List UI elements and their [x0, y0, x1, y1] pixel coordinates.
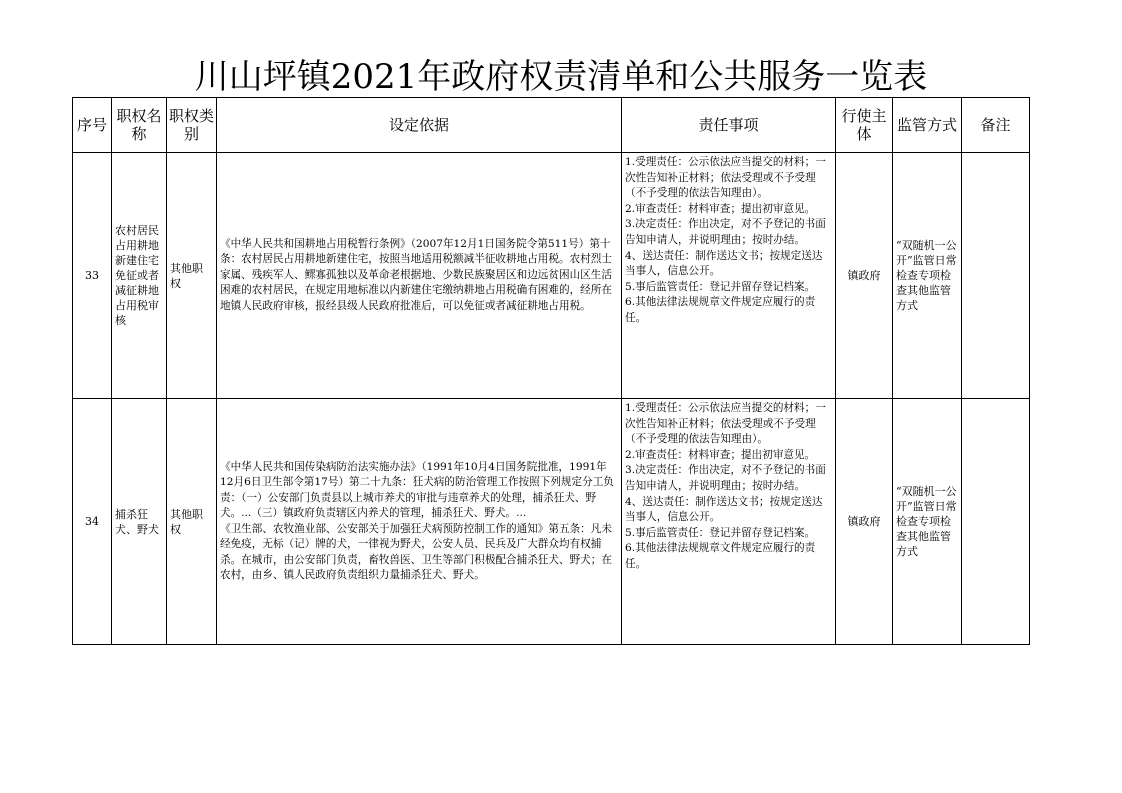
table-row — [73, 399, 1030, 645]
table-header-row — [73, 98, 1030, 153]
row-no: 34 — [73, 399, 112, 645]
row-basis — [217, 399, 622, 645]
duty-item: 5.事后监管责任：登记并留存登记档案。 — [625, 526, 816, 539]
table-row — [73, 153, 1030, 399]
responsibility-table — [72, 97, 1030, 645]
duty-item: 4、送达责任：制作送达文书；按规定送达当事人，信息公开。 — [625, 495, 823, 524]
row-remark — [962, 153, 1030, 399]
header-no: 序号 — [73, 98, 112, 153]
duty-item: 2.审查责任：材料审查；提出初审意见。 — [625, 202, 816, 215]
row-duty — [622, 153, 836, 399]
duty-item: 3.决定责任：作出决定，对不予登记的书面告知申请人，并说明理由；按时办结。 — [625, 218, 826, 246]
row-basis — [217, 153, 622, 399]
duty-item: 5.事后监管责任：登记并留存登记档案。 — [625, 280, 816, 293]
row-supervision: “双随机一公开”监管日常检查专项检查其他监管方式 — [893, 399, 962, 645]
row-subject: 镇政府 — [836, 399, 893, 645]
row-no: 33 — [73, 153, 112, 399]
header-subject: 行使主体 — [836, 98, 893, 153]
row-duty — [622, 399, 836, 645]
basis-paragraph: 《中华人民共和国耕地占用税暂行条例》（2007年12月1日国务院令第511号）第十条：农村居民占用耕地新建住宅，按照当地适用税额减半征收耕地占用税。农村烈士家属、残疾军人、鳏寡孤独以及革命老根据地、少数民族聚居区和边远贫困山区生活困难的农村居民，在规定用地标准以内新建住宅缴纳耕地占用税确有困难的，经所在地镇人民政府审核，报经县级人民政府批准后，可以免征或者减征耕地占用税。 — [220, 237, 612, 312]
header-remark: 备注 — [962, 98, 1030, 153]
duty-item: 1.受理责任：公示依法应当提交的材料；一次性告知补正材料；依法受理或不予受理（不予受理的依法告知理由）。 — [625, 402, 826, 446]
header-supervision: 监管方式 — [893, 98, 962, 153]
header-type: 职权类别 — [167, 98, 217, 153]
duty-item: 6.其他法律法规规章文件规定应履行的责任。 — [625, 296, 816, 324]
row-type: 其他职权 — [167, 399, 217, 645]
row-name: 捕杀狂犬、野犬 — [112, 399, 167, 645]
duty-item: 6.其他法律法规规章文件规定应履行的责任。 — [625, 542, 816, 570]
row-remark — [962, 399, 1030, 645]
page-title: 川山坪镇2021年政府权责清单和公共服务一览表 — [194, 57, 928, 97]
duty-item: 4、送达责任：制作送达文书；按规定送达当事人，信息公开。 — [625, 249, 823, 278]
duty-item: 1.受理责任：公示依法应当提交的材料；一次性告知补正材料；依法受理或不予受理（不予受理的依法告知理由）。 — [625, 156, 826, 200]
basis-paragraph: 《中华人民共和国传染病防治法实施办法》（1991年10月4日国务院批准，1991年12月6日卫生部令第17号）第二十九条：狂犬病的防治管理工作按照下列规定分工负责：（一）公安部门负责县以上城市养犬的审批与违章养犬的处理，捕杀狂犬、野犬。...（三）镇政府负责辖区内养犬的管理，捕杀狂犬、野犬。... — [220, 460, 614, 519]
duty-item: 3.决定责任：作出决定，对不予登记的书面告知申请人，并说明理由；按时办结。 — [625, 464, 826, 492]
header-duty: 责任事项 — [622, 98, 836, 153]
row-type: 其他职权 — [167, 153, 217, 399]
basis-paragraph: 《卫生部、农牧渔业部、公安部关于加强狂犬病预防控制工作的通知》第五条：凡未经免疫，无标（记）牌的犬，一律视为野犬，公安人员、民兵及广大群众均有权捕杀。在城市，由公安部门负责，畜牧兽医、卫生等部门积极配合捕杀狂犬、野犬；在农村，由乡、镇人民政府负责组织力量捕杀狂犬、野犬。 — [220, 522, 612, 581]
row-name: 农村居民占用耕地新建住宅免征或者减征耕地占用税审核 — [112, 153, 167, 399]
header-name: 职权名称 — [112, 98, 167, 153]
row-subject: 镇政府 — [836, 153, 893, 399]
duty-item: 2.审查责任：材料审查；提出初审意见。 — [625, 448, 816, 461]
header-basis: 设定依据 — [217, 98, 622, 153]
row-supervision: “双随机一公开”监管日常检查专项检查其他监管方式 — [893, 153, 962, 399]
